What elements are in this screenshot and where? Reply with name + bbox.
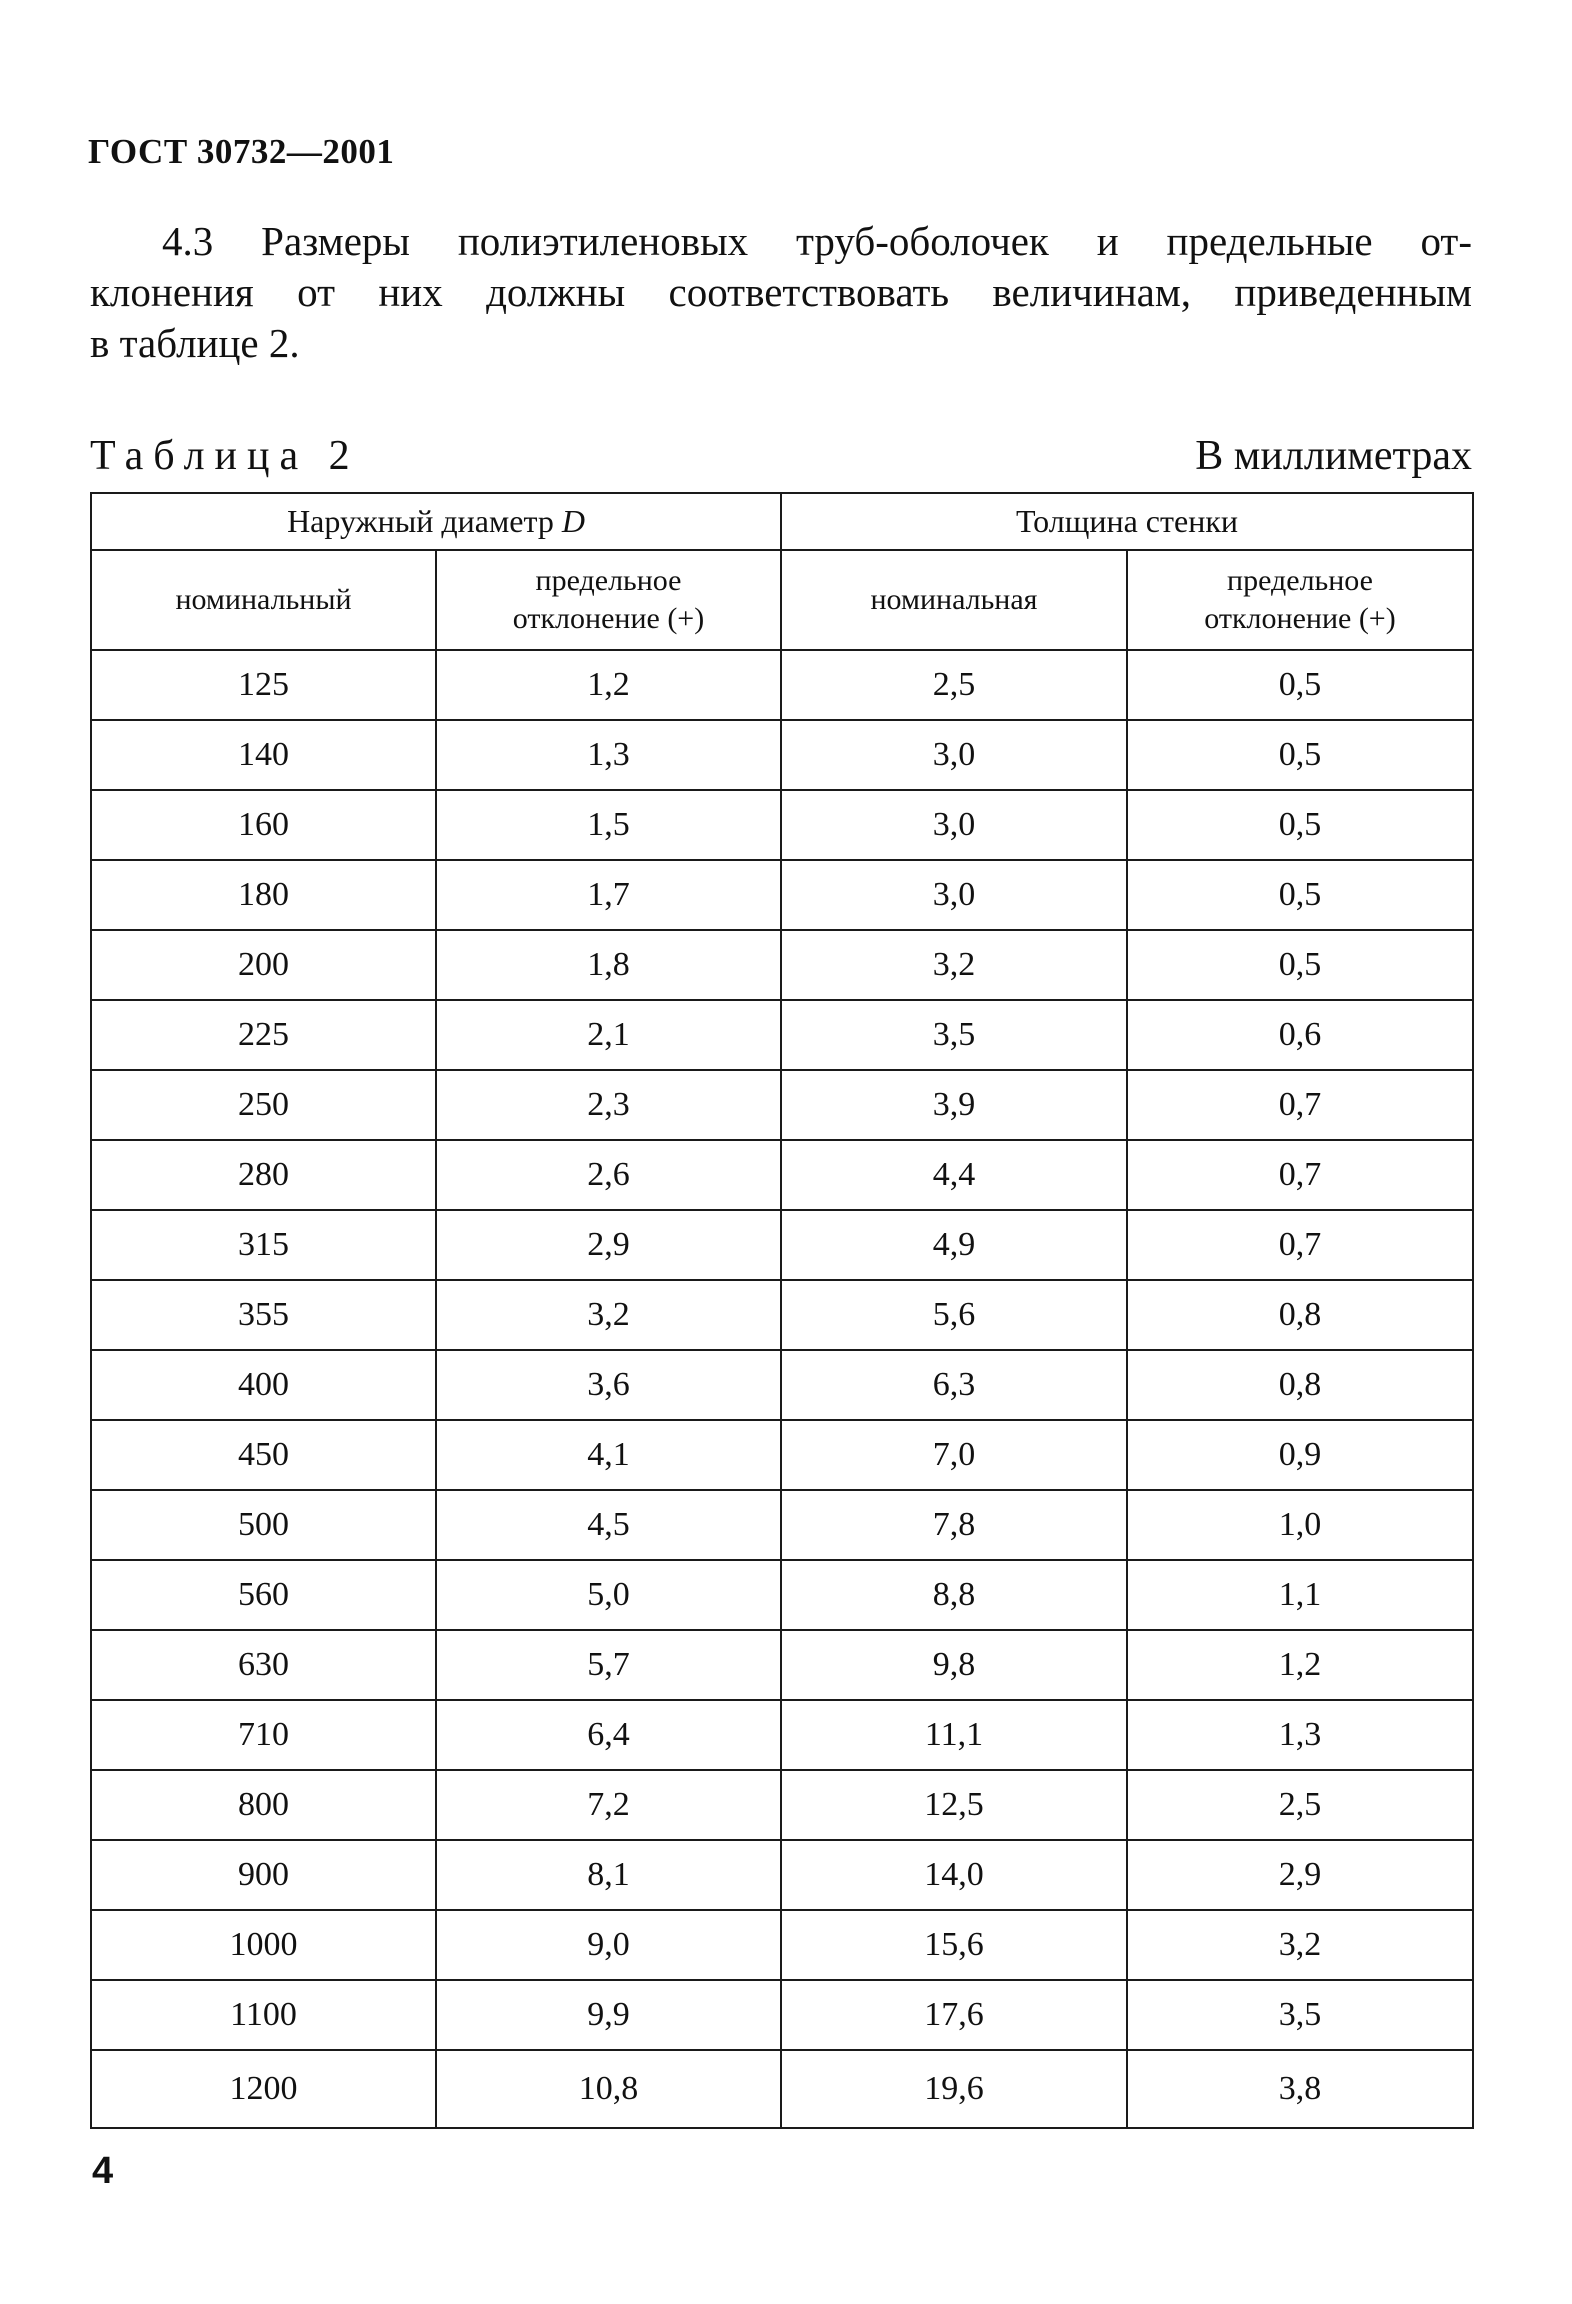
cell-diameter-nominal: 200	[91, 930, 436, 1000]
cell-diameter-nominal: 250	[91, 1070, 436, 1140]
cell-thickness-deviation: 1,3	[1127, 1700, 1473, 1770]
table-row	[91, 1420, 1473, 1490]
cell-thickness-nominal: 3,9	[781, 1070, 1127, 1140]
table-row	[91, 1000, 1473, 1070]
deviation-line-2: отклонение (+)	[512, 602, 705, 635]
cell-thickness-nominal: 5,6	[781, 1280, 1127, 1350]
table-row	[91, 720, 1473, 790]
cell-diameter-nominal: 560	[91, 1560, 436, 1630]
cell-thickness-deviation: 0,6	[1127, 1000, 1473, 1070]
table-row	[91, 1910, 1473, 1980]
table-row	[91, 790, 1473, 860]
table-row	[91, 1280, 1473, 1350]
subheader-diameter-deviation	[436, 550, 781, 650]
cell-diameter-nominal: 1200	[91, 2050, 436, 2128]
table-row	[91, 1070, 1473, 1140]
cell-thickness-nominal: 15,6	[781, 1910, 1127, 1980]
cell-diameter-nominal: 500	[91, 1490, 436, 1560]
cell-diameter-nominal: 160	[91, 790, 436, 860]
cell-diameter-deviation: 2,1	[436, 1000, 781, 1070]
standard-id: ГОСТ 30732—2001	[88, 132, 395, 171]
cell-thickness-deviation: 0,7	[1127, 1210, 1473, 1280]
header-diameter-symbol: D	[561, 503, 585, 539]
cell-diameter-deviation: 8,1	[436, 1840, 781, 1910]
cell-diameter-deviation: 5,0	[436, 1560, 781, 1630]
cell-diameter-deviation: 1,3	[436, 720, 781, 790]
cell-thickness-deviation: 1,2	[1127, 1630, 1473, 1700]
cell-diameter-deviation: 5,7	[436, 1630, 781, 1700]
cell-diameter-deviation: 6,4	[436, 1700, 781, 1770]
cell-thickness-deviation: 0,9	[1127, 1420, 1473, 1490]
cell-diameter-deviation: 3,6	[436, 1350, 781, 1420]
cell-thickness-deviation: 0,5	[1127, 720, 1473, 790]
cell-diameter-deviation: 2,6	[436, 1140, 781, 1210]
cell-diameter-nominal: 450	[91, 1420, 436, 1490]
cell-diameter-nominal: 315	[91, 1210, 436, 1280]
table-row	[91, 1350, 1473, 1420]
table-body	[91, 650, 1473, 2128]
cell-thickness-deviation: 0,5	[1127, 790, 1473, 860]
cell-diameter-deviation: 1,8	[436, 930, 781, 1000]
dimensions-table	[90, 492, 1474, 2129]
table-row	[91, 1140, 1473, 1210]
cell-diameter-deviation: 2,3	[436, 1070, 781, 1140]
deviation-line-1: предельное	[535, 564, 682, 597]
cell-diameter-deviation: 10,8	[436, 2050, 781, 2128]
table-units: В миллиметрах	[1195, 433, 1472, 479]
cell-diameter-nominal: 400	[91, 1350, 436, 1420]
cell-thickness-deviation: 2,5	[1127, 1770, 1473, 1840]
cell-diameter-deviation: 7,2	[436, 1770, 781, 1840]
table-row	[91, 1770, 1473, 1840]
cell-thickness-deviation: 1,1	[1127, 1560, 1473, 1630]
cell-thickness-nominal: 19,6	[781, 2050, 1127, 2128]
subheader-diameter-nominal: номинальный	[91, 550, 436, 650]
table-row	[91, 1490, 1473, 1560]
header-outer-diameter	[91, 493, 781, 550]
cell-diameter-deviation: 9,9	[436, 1980, 781, 2050]
cell-thickness-deviation: 1,0	[1127, 1490, 1473, 1560]
cell-thickness-nominal: 7,8	[781, 1490, 1127, 1560]
cell-thickness-deviation: 0,8	[1127, 1280, 1473, 1350]
table-row	[91, 930, 1473, 1000]
paragraph-4-3	[90, 216, 1472, 369]
table-row	[91, 1700, 1473, 1770]
cell-thickness-nominal: 3,0	[781, 860, 1127, 930]
cell-diameter-nominal: 900	[91, 1840, 436, 1910]
table-row	[91, 1980, 1473, 2050]
header-wall-thickness: Толщина стенки	[781, 493, 1473, 550]
cell-thickness-nominal: 14,0	[781, 1840, 1127, 1910]
subheader-thickness-nominal: номинальная	[781, 550, 1127, 650]
cell-thickness-nominal: 17,6	[781, 1980, 1127, 2050]
cell-diameter-nominal: 180	[91, 860, 436, 930]
paragraph-line: 4.3 Размеры полиэтиленовых труб-оболочек и предельные от-	[162, 218, 1472, 264]
cell-thickness-deviation: 0,5	[1127, 860, 1473, 930]
header-outer-diameter-label: Наружный диаметр	[287, 503, 562, 539]
cell-thickness-nominal: 2,5	[781, 650, 1127, 720]
cell-diameter-deviation: 9,0	[436, 1910, 781, 1980]
table-row	[91, 2050, 1473, 2128]
cell-thickness-nominal: 4,9	[781, 1210, 1127, 1280]
table-caption: Таблица 2	[90, 433, 360, 479]
page-number: 4	[92, 2150, 114, 2192]
cell-diameter-nominal: 355	[91, 1280, 436, 1350]
cell-thickness-deviation: 2,9	[1127, 1840, 1473, 1910]
cell-thickness-nominal: 3,2	[781, 930, 1127, 1000]
cell-diameter-deviation: 4,1	[436, 1420, 781, 1490]
cell-diameter-nominal: 280	[91, 1140, 436, 1210]
paragraph-line: в таблице 2.	[90, 320, 300, 366]
cell-diameter-deviation: 1,5	[436, 790, 781, 860]
cell-thickness-deviation: 0,8	[1127, 1350, 1473, 1420]
cell-thickness-nominal: 12,5	[781, 1770, 1127, 1840]
cell-thickness-nominal: 8,8	[781, 1560, 1127, 1630]
cell-diameter-nominal: 1100	[91, 1980, 436, 2050]
cell-diameter-deviation: 1,2	[436, 650, 781, 720]
cell-diameter-deviation: 3,2	[436, 1280, 781, 1350]
cell-thickness-nominal: 4,4	[781, 1140, 1127, 1210]
cell-thickness-nominal: 3,5	[781, 1000, 1127, 1070]
cell-thickness-nominal: 3,0	[781, 790, 1127, 860]
cell-thickness-nominal: 11,1	[781, 1700, 1127, 1770]
table-row	[91, 1560, 1473, 1630]
cell-diameter-nominal: 710	[91, 1700, 436, 1770]
cell-diameter-nominal: 140	[91, 720, 436, 790]
cell-thickness-nominal: 3,0	[781, 720, 1127, 790]
cell-thickness-deviation: 3,8	[1127, 2050, 1473, 2128]
deviation-line-2: отклонение (+)	[1204, 602, 1396, 635]
cell-diameter-nominal: 125	[91, 650, 436, 720]
table-row	[91, 860, 1473, 930]
cell-diameter-deviation: 2,9	[436, 1210, 781, 1280]
table-row	[91, 1630, 1473, 1700]
cell-thickness-deviation: 0,5	[1127, 650, 1473, 720]
cell-thickness-deviation: 0,7	[1127, 1140, 1473, 1210]
cell-thickness-nominal: 6,3	[781, 1350, 1127, 1420]
cell-thickness-deviation: 3,5	[1127, 1980, 1473, 2050]
deviation-line-1: предельное	[1227, 564, 1373, 597]
paragraph-line: клонения от них должны соответствовать величинам, приведенным	[90, 269, 1472, 315]
table-row	[91, 1210, 1473, 1280]
cell-thickness-deviation: 0,7	[1127, 1070, 1473, 1140]
cell-diameter-nominal: 225	[91, 1000, 436, 1070]
cell-diameter-nominal: 800	[91, 1770, 436, 1840]
subheader-thickness-deviation	[1127, 550, 1473, 650]
cell-thickness-nominal: 7,0	[781, 1420, 1127, 1490]
table-row	[91, 650, 1473, 720]
cell-diameter-nominal: 630	[91, 1630, 436, 1700]
cell-thickness-nominal: 9,8	[781, 1630, 1127, 1700]
cell-thickness-deviation: 0,5	[1127, 930, 1473, 1000]
table-row	[91, 1840, 1473, 1910]
cell-diameter-nominal: 1000	[91, 1910, 436, 1980]
cell-thickness-deviation: 3,2	[1127, 1910, 1473, 1980]
cell-diameter-deviation: 4,5	[436, 1490, 781, 1560]
cell-diameter-deviation: 1,7	[436, 860, 781, 930]
